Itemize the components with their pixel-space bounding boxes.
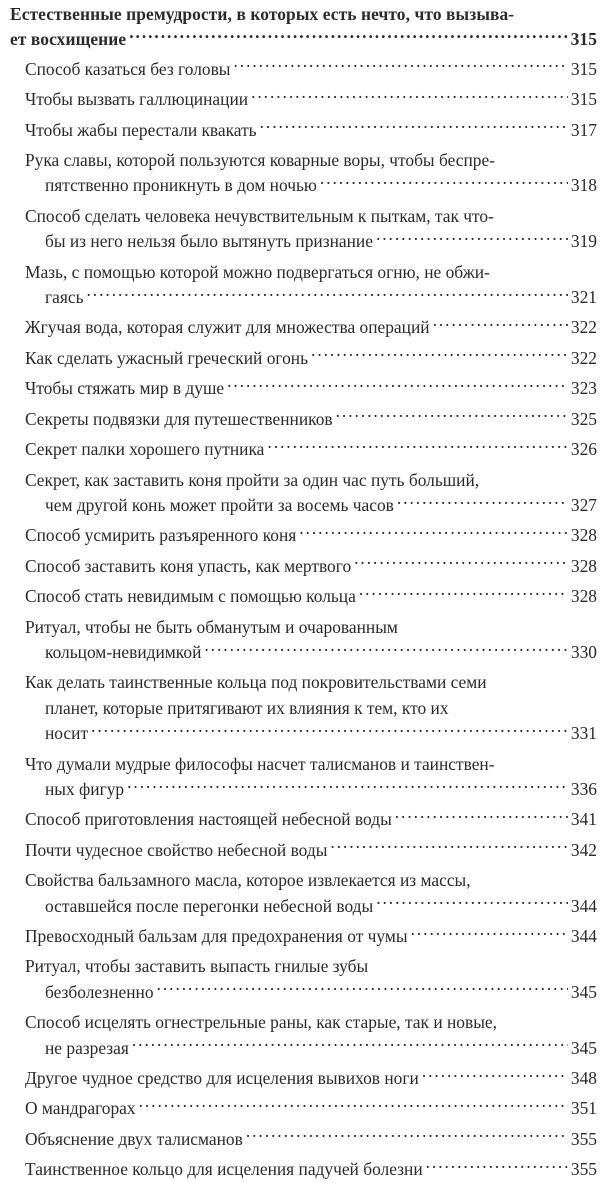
toc-entry-title: Способ сделать человека нечувствительным к пыткам, так что- (25, 205, 494, 226)
dot-leader (129, 28, 567, 45)
toc-entry-page-number: 355 (570, 1128, 597, 1149)
dot-leader (433, 316, 568, 333)
toc-entry-line (25, 640, 597, 665)
toc-entry[interactable] (10, 1157, 597, 1182)
toc-entry-title: гаясь (45, 287, 84, 308)
toc-entry-line (25, 315, 597, 340)
toc-entry[interactable] (10, 584, 597, 609)
toc-entry-page-number: 318 (570, 175, 597, 196)
toc-entry-line (25, 584, 597, 609)
toc-entry[interactable] (10, 807, 597, 832)
toc-entry-page-number: 336 (570, 778, 597, 799)
dot-leader (376, 230, 568, 247)
toc-entry[interactable] (10, 752, 597, 803)
toc-entry[interactable] (10, 670, 597, 746)
toc-entry-title: Чтобы стяжать мир в душе (25, 378, 225, 399)
toc-entry[interactable] (10, 376, 597, 401)
toc-entry-line (25, 1036, 597, 1061)
toc-entry-line (25, 285, 597, 310)
toc-entry[interactable] (10, 1096, 597, 1121)
toc-entry-line (25, 204, 597, 229)
toc-entry-page-number: 344 (570, 895, 597, 916)
toc-entry-title: Способ исцелять огнестрельные раны, как старые, так и новые, (25, 1012, 497, 1033)
toc-entry[interactable] (10, 838, 597, 863)
toc-entry-title: носит (45, 723, 89, 744)
toc-entry-line (25, 523, 597, 548)
toc-entry-line (25, 437, 597, 462)
toc-heading-text: Естественные премудрости, в которых есть нечто, что вызыва- (10, 4, 515, 24)
toc-entry-line (25, 173, 597, 198)
toc-entry-line (25, 954, 597, 979)
toc-entry-title: Свойства бальзамного масла, которое извлекается из массы, (25, 870, 471, 891)
toc-entry-title: планет, которые притягивают их влияния к тем, кто их (45, 697, 449, 718)
toc-entry-title: Как сделать ужасный греческий огонь (25, 347, 309, 368)
toc-heading-line (10, 2, 597, 27)
toc-entry[interactable] (10, 87, 597, 112)
toc-entry-page-number: 345 (570, 1037, 597, 1058)
toc-entry[interactable] (10, 924, 597, 949)
toc-entry-page-number: 326 (570, 439, 597, 460)
toc-entry[interactable] (10, 407, 597, 432)
toc-entry-title: Превосходный бальзам для предохранения от чумы (25, 926, 408, 946)
toc-entry-line (25, 554, 597, 579)
dot-leader (354, 554, 568, 571)
dot-leader (251, 88, 568, 105)
toc-entry-page-number: 325 (570, 408, 597, 429)
toc-entry-title: чем другой конь может пройти за восемь часов (45, 494, 394, 515)
toc-entry-title: Жгучая вода, которая служит для множества операций (25, 317, 430, 338)
toc-entry-line (25, 1096, 597, 1121)
toc-entry[interactable] (10, 1127, 597, 1152)
toc-entry-line (25, 118, 597, 143)
dot-leader (422, 1067, 568, 1084)
toc-entry[interactable] (10, 204, 597, 255)
toc-entry-title: Способ казаться без головы (25, 58, 231, 79)
toc-entry-title: Секрет палки хорошего путника (25, 439, 265, 460)
toc-entry-page-number: 322 (570, 317, 597, 338)
toc-entry-title: Чтобы вызвать галлюцинации (25, 89, 249, 110)
toc-entry-line (25, 980, 597, 1005)
dot-leader (234, 57, 568, 74)
toc-entry-title: О мандрагорах (25, 1098, 136, 1119)
toc-entry-page-number: 327 (570, 494, 597, 515)
toc-entry-line (25, 615, 597, 640)
toc-entry-line (25, 87, 597, 112)
toc-entry[interactable] (10, 346, 597, 371)
toc-entry[interactable] (10, 554, 597, 579)
toc-entry-line (25, 670, 597, 695)
dot-leader (260, 118, 568, 135)
toc-entry[interactable] (10, 57, 597, 82)
toc-entry-line (25, 1157, 597, 1182)
toc-entry[interactable] (10, 468, 597, 519)
dot-leader (267, 438, 568, 455)
dot-leader (395, 808, 568, 825)
toc-entry-line (25, 346, 597, 371)
dot-leader (336, 407, 568, 424)
toc-entry-line (25, 1127, 597, 1152)
dot-leader (426, 1158, 568, 1175)
toc-entry-page-number: 321 (570, 287, 597, 308)
dot-leader (246, 1127, 568, 1144)
dot-leader (157, 980, 568, 997)
toc-entry-page-number: 345 (570, 981, 597, 1002)
toc-entry-page-number: 317 (570, 119, 597, 140)
toc-entry-title: безболезненно (45, 981, 154, 1002)
toc-entry-line (25, 721, 597, 746)
toc-entry-line (25, 407, 597, 432)
toc-entry-page-number: 322 (570, 347, 597, 368)
toc-entry-line (25, 57, 597, 82)
toc-entry-title: Почти чудесное свойство небесной воды (25, 839, 328, 860)
toc-entry-line (25, 1010, 597, 1035)
toc-entry[interactable] (10, 437, 597, 462)
toc-entry-line (25, 838, 597, 863)
toc-entry-line (25, 868, 597, 893)
toc-entry-line (25, 376, 597, 401)
toc-entry-line (25, 1066, 597, 1091)
toc-entry-title: Способ стать невидимым с помощью кольца (25, 586, 356, 607)
toc-entry-line (25, 777, 597, 802)
toc-entries-list (10, 57, 597, 1183)
dot-leader (320, 174, 568, 191)
toc-entry-title: Ритуал, чтобы заставить выпасть гнилые зубы (25, 956, 369, 977)
toc-entry-line (25, 260, 597, 285)
toc-entry-page-number: 351 (570, 1098, 597, 1119)
dot-leader (330, 838, 567, 855)
toc-entry-line (25, 148, 597, 173)
toc-entry-title: оставшейся после перегонки небесной воды (45, 895, 374, 916)
toc-entry-line (25, 468, 597, 493)
toc-entry-line (25, 752, 597, 777)
toc-entry-title: Способ приготовления настоящей небесной воды (25, 809, 392, 830)
dot-leader (127, 778, 568, 795)
toc-entry-title: бы из него нельзя было вытянуть признание (45, 231, 373, 252)
toc-entry-line (25, 894, 597, 919)
toc-heading-line (10, 27, 597, 52)
toc-entry-title: Секрет, как заставить коня пройти за один час путь больший, (25, 469, 480, 490)
toc-entry-page-number: 344 (570, 926, 597, 946)
toc-entry[interactable] (10, 954, 597, 1005)
dot-leader (311, 346, 568, 363)
toc-entry[interactable] (10, 315, 597, 340)
toc-entry-line (25, 924, 597, 949)
toc-entry[interactable] (10, 118, 597, 143)
dot-leader (376, 894, 568, 911)
toc-entry[interactable] (10, 1066, 597, 1091)
dot-leader (227, 377, 568, 394)
toc-entry[interactable] (10, 260, 597, 311)
toc-entry[interactable] (10, 1010, 597, 1061)
toc-entry-title: кольцом-невидимкой (45, 641, 202, 662)
dot-leader (299, 524, 568, 541)
dot-leader (139, 1097, 568, 1114)
toc-entry-page-number: 348 (570, 1068, 597, 1089)
toc-entry-page-number: 328 (570, 555, 597, 576)
dot-leader (87, 286, 568, 303)
toc-entry-page-number: 323 (570, 378, 597, 399)
toc-entry[interactable] (10, 615, 597, 666)
toc-entry-title: Другое чудное средство для исцеления вывихов ноги (25, 1068, 419, 1089)
toc-entry-line (25, 696, 597, 721)
toc-entry-title: Способ заставить коня упасть, как мертвого (25, 555, 352, 576)
toc-section-heading (10, 2, 597, 53)
dot-leader (397, 494, 568, 511)
toc-entry[interactable] (10, 523, 597, 548)
toc-entry-title: Таинственное кольцо для исцеления падучей болезни (25, 1159, 423, 1180)
toc-entry-title: Способ усмирить разъяренного коня (25, 525, 297, 546)
toc-entry-page-number: 315 (570, 58, 597, 79)
toc-entry-title: Объяснение двух талисманов (25, 1128, 243, 1149)
toc-heading-page-number: 315 (570, 29, 597, 50)
toc-entry-page-number: 319 (570, 231, 597, 252)
toc-entry-title: Ритуал, чтобы не быть обманутым и очарованным (25, 616, 398, 637)
dot-leader (359, 585, 568, 602)
toc-entry-page-number: 331 (570, 723, 597, 744)
toc-entry-title: Что думали мудрые философы насчет талисманов и таинствен- (25, 753, 495, 774)
toc-entry-title: Как делать таинственные кольца под покровительствами семи (25, 672, 487, 693)
dot-leader (91, 722, 568, 739)
toc-entry-line (25, 229, 597, 254)
dot-leader (204, 641, 568, 658)
toc-entry-title: Секреты подвязки для путешественников (25, 408, 333, 429)
toc-entry-title: пятственно проникнуть в дом ночью (45, 175, 317, 196)
toc-entry-title: Мазь, с помощью которой можно подвергаться огню, не обжи- (25, 261, 490, 282)
toc-entry-page-number: 330 (570, 641, 597, 662)
toc-entry-page-number: 342 (570, 839, 597, 860)
toc-heading-text: ет восхищение (10, 29, 127, 50)
toc-entry[interactable] (10, 868, 597, 919)
toc-entry-line (25, 807, 597, 832)
toc-entry-title: Чтобы жабы перестали квакать (25, 119, 257, 140)
dot-leader (411, 925, 568, 942)
dot-leader (132, 1036, 568, 1053)
toc-entry-page-number: 315 (570, 89, 597, 110)
toc-entry-title: Рука славы, которой пользуются коварные воры, чтобы беспре- (25, 150, 495, 171)
toc-entry-page-number: 341 (570, 809, 597, 830)
toc-entry[interactable] (10, 148, 597, 199)
toc-entry-title: ных фигур (45, 778, 125, 799)
toc-entry-page-number: 328 (570, 525, 597, 546)
toc-entry-page-number: 328 (570, 586, 597, 607)
toc-entry-line (25, 493, 597, 518)
toc-entry-page-number: 355 (570, 1159, 597, 1180)
toc-entry-title: не разрезая (45, 1037, 129, 1058)
